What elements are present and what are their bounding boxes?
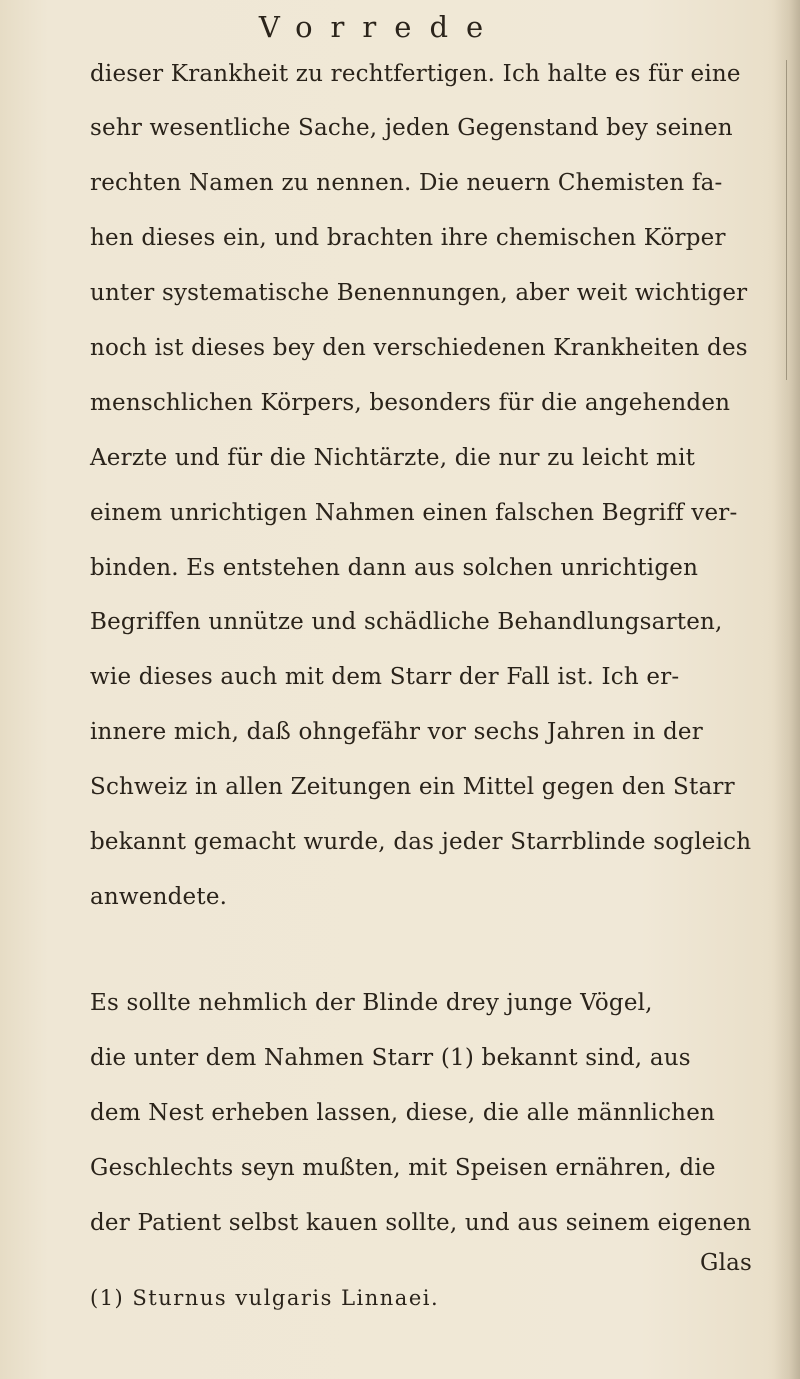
text-line: dieser Krankheit zu rechtfertigen. Ich halte es für eine <box>90 61 741 87</box>
text-line: einem unrichtigen Nahmen einen falschen Begriff ver- <box>90 500 738 526</box>
text-line: menschlichen Körpers, besonders für die angehenden <box>90 390 731 416</box>
text-line: Aerzte und für die Nichtärzte, die nur zu leicht mit <box>90 445 696 471</box>
text-line: Es sollte nehmlich der Blinde drey junge Vögel, <box>90 990 653 1016</box>
text-line: bekannt gemacht wurde, das jeder Starrblinde sogleich <box>90 829 752 855</box>
text-line: der Patient selbst kauen sollte, und aus seinem eigenen <box>90 1210 752 1236</box>
text-line: hen dieses ein, und brachten ihre chemischen Körper <box>90 225 726 251</box>
text-line: dem Nest erheben lassen, diese, die alle männlichen <box>90 1100 716 1126</box>
text-line: Geschlechts seyn mußten, mit Speisen ernähren, die <box>90 1155 716 1181</box>
text-line: die unter dem Nahmen Starr (1) bekannt sind, aus <box>90 1045 691 1071</box>
footnote: (1) Sturnus vulgaris Linnaei. <box>90 1286 440 1310</box>
running-header: Vorrede <box>258 10 502 44</box>
text-line: anwendete. <box>90 884 228 910</box>
text-line: binden. Es entstehen dann aus solchen unrichtigen <box>90 555 699 581</box>
text-line: Begriffen unnütze und schädliche Behandlungsarten, <box>90 609 723 635</box>
text-line: rechten Namen zu nennen. Die neuern Chemisten fa- <box>90 170 723 196</box>
page-edge-shadow <box>774 0 800 1379</box>
text-line: wie dieses auch mit dem Starr der Fall ist. Ich er- <box>90 664 680 690</box>
text-line: Schweiz in allen Zeitungen ein Mittel gegen den Starr <box>90 774 735 800</box>
text-line: unter systematische Benennungen, aber weit wichtiger <box>90 280 748 306</box>
text-line: noch ist dieses bey den verschiedenen Krankheiten des <box>90 335 748 361</box>
text-line: sehr wesentliche Sache, jeden Gegenstand bey seinen <box>90 115 733 141</box>
catchword: Glas <box>700 1250 753 1276</box>
text-line: innere mich, daß ohngefähr vor sechs Jahren in der <box>90 719 703 745</box>
